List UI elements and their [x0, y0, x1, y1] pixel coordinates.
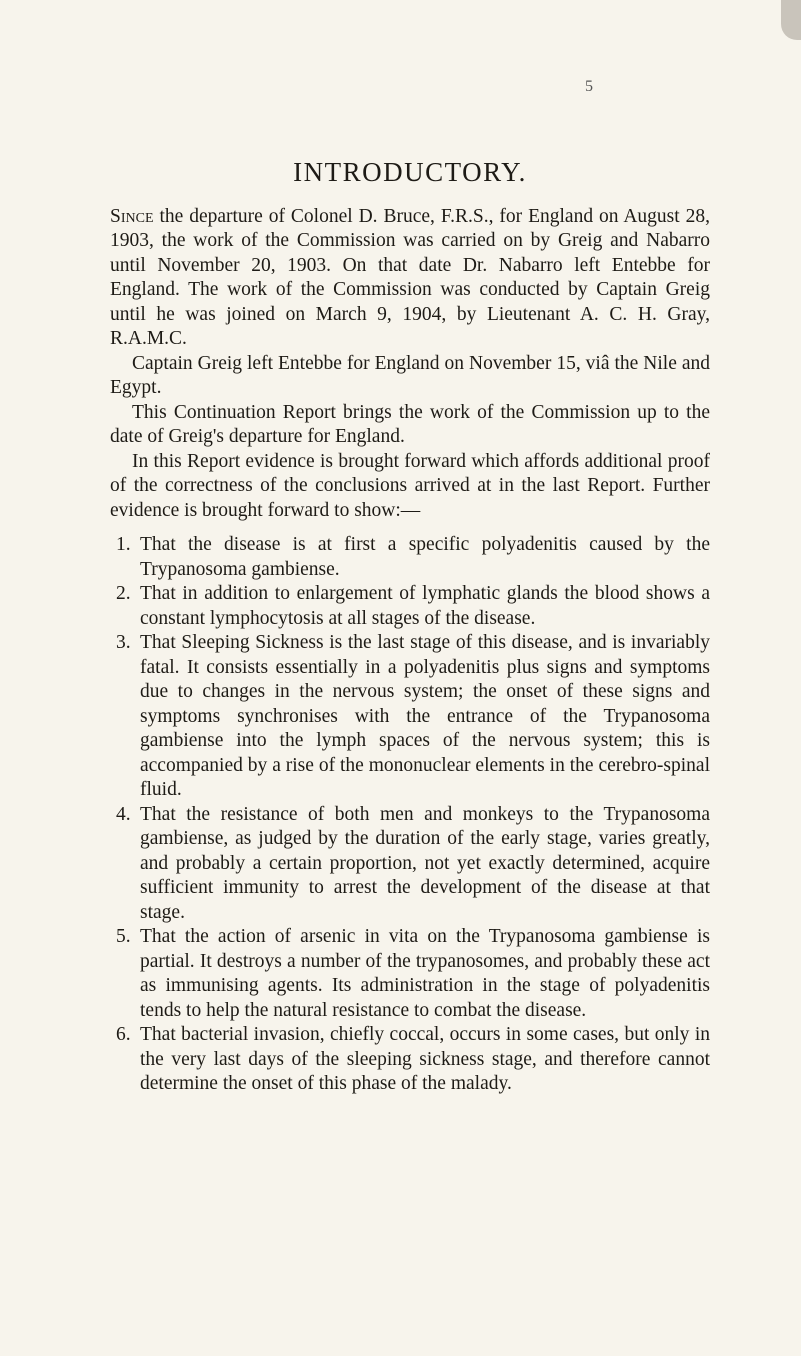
list-item-number: 2. [116, 583, 131, 604]
paragraph-1-lead: Since [110, 205, 154, 227]
page-corner-mark [781, 0, 801, 40]
list-item-number: 4. [116, 803, 131, 825]
list-item-text: That the resistance of both men and monkeys to the Trypanosoma gambiense, as judged by the duration of the early stage, varies greatly, and probably a certain proportion, not yet exactly determined, acquire sufficient immunity to arrest the development of the disease at that stage. [140, 803, 710, 923]
list-item [110, 1023, 710, 1097]
list-item [110, 803, 710, 926]
paragraph-1-text: the departure of Colonel D. Bruce, F.R.S., for England on August 28, 1903, the work of the Commission was carried on by Greig and Nabarro until November 20, 1903. On that date Dr. Nabarro left Entebbe for England. The work of the Commission was conducted by Captain Greig until he was joined on March 9, 1904, by Lieutenant A. C. H. Gray, R.A.M.C. [110, 205, 710, 349]
chapter-title: INTRODUCTORY. [293, 157, 527, 187]
paragraph-3: This Continuation Report brings the work of the Commission up to the date of Greig's departure for England. [110, 401, 710, 447]
list-item [110, 631, 710, 803]
list-item-text: That the disease is at first a specific polyadenitis caused by the Trypanosoma gambiense. [140, 534, 710, 580]
list-item-text: That the action of arsenic in vita on the Trypanosoma gambiense is partial. It destroys a number of the trypanosomes, and probably these act as immunising agents. Its administration in the stage of polyadenitis tends to help the natural resistance to combat the disease. [140, 926, 710, 1021]
list-item [110, 925, 710, 1023]
list-item-text: That Sleeping Sickness is the last stage of this disease, and is invariably fatal. It consists essentially in a polyadenitis plus signs and symptoms due to changes in the nervous system; the onset of these signs and symptoms synchronises with the entrance of the Trypanosoma gambiense into the lymph spaces of the nervous system; this is accompanied by a rise of the mononuclear elements in the cerebro-spinal fluid. [140, 632, 710, 800]
list-item-number: 3. [116, 632, 131, 653]
findings-list [110, 533, 710, 1097]
list-item [110, 582, 710, 631]
list-item-text: That in addition to enlargement of lymphatic glands the blood shows a constant lymphocytosis at all stages of the disease. [140, 583, 710, 629]
paragraph-2: Captain Greig left Entebbe for England on November 15, viâ the Nile and Egypt. [110, 352, 710, 398]
page-body [110, 157, 710, 1097]
list-item-number: 6. [116, 1024, 131, 1045]
paragraph-1 [110, 205, 710, 352]
list-item [110, 533, 710, 582]
page-number: 5 [585, 78, 593, 95]
list-item-number: 5. [116, 926, 131, 947]
paragraph-4: In this Report evidence is brought forward which affords additional proof of the correctness of the conclusions arrived at in the last Report. Further evidence is brought forward to show:— [110, 450, 710, 521]
list-item-text: That bacterial invasion, chiefly coccal, occurs in some cases, but only in the very last days of the sleeping sickness stage, and therefore cannot determine the onset of this phase of the malady. [140, 1024, 710, 1094]
list-item-number: 1. [116, 534, 131, 555]
